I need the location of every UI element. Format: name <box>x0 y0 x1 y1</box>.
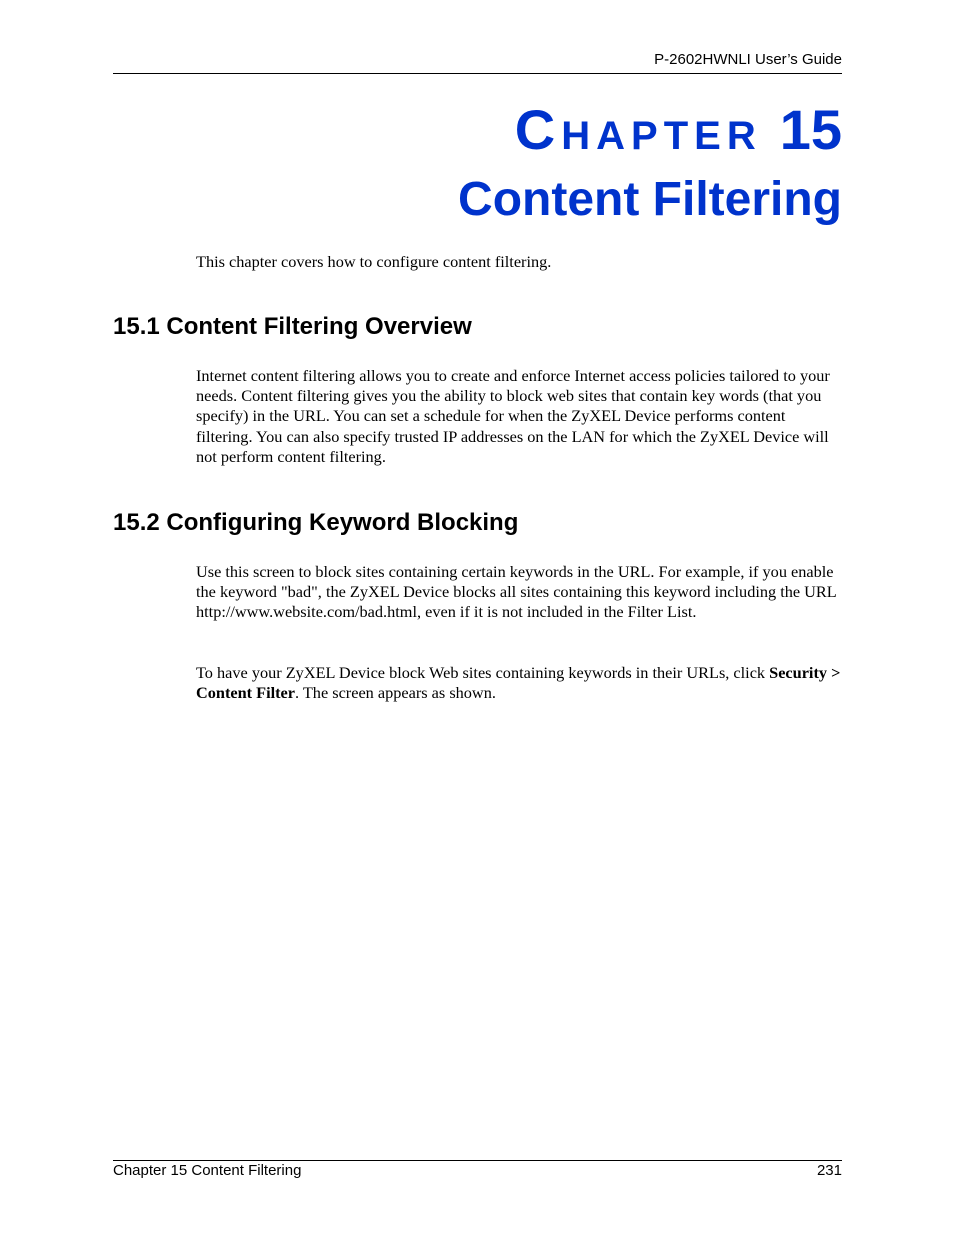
navigation-paragraph <box>196 663 842 703</box>
intro-paragraph: This chapter covers how to configure content filtering. <box>196 252 552 271</box>
section-heading-overview: 15.1 Content Filtering Overview <box>113 313 472 340</box>
chapter-word <box>515 98 762 161</box>
navigation-text-pre: To have your ZyXEL Device block Web sites containing keywords in their URLs, click <box>196 663 770 682</box>
chapter-heading <box>458 98 842 228</box>
header-rule <box>113 73 842 74</box>
menu-path: Security > Content Filter <box>196 663 841 703</box>
footer-chapter: Chapter 15 Content Filtering <box>113 1162 302 1179</box>
chapter-word-first: C <box>514 98 562 161</box>
chapter-number: 15 <box>779 98 842 161</box>
keyword-blocking-paragraph: Use this screen to block sites containing certain keywords in the URL. For example, if you enable the keyword "bad", the ZyXEL Device blocks all sites containing this keyword including the URL http://www.website.com/bad.html, even if it is not included in the Filter List. <box>196 562 837 622</box>
page-number: 231 <box>816 1162 842 1179</box>
navigation-text-post: . The screen appears as shown. <box>295 683 496 703</box>
chapter-title: Content Filtering <box>458 173 842 226</box>
section-heading-keyword-blocking: 15.2 Configuring Keyword Blocking <box>113 509 519 536</box>
chapter-word-rest: HAPTER <box>561 114 762 158</box>
overview-paragraph: Internet content filtering allows you to create and enforce Internet access policies tailored to your needs. Content filtering gives you the ability to block web sites that contain key words (that you specify) in the URL. You can set a schedule for when the ZyXEL Device performs content filtering. You can also specify trusted IP addresses on the LAN for which the ZyXEL Device will not perform content filtering. <box>196 366 830 466</box>
footer-rule <box>113 1160 842 1161</box>
chapter-label <box>458 98 842 168</box>
header-title: P-2602HWNLI User’s Guide <box>654 51 842 68</box>
